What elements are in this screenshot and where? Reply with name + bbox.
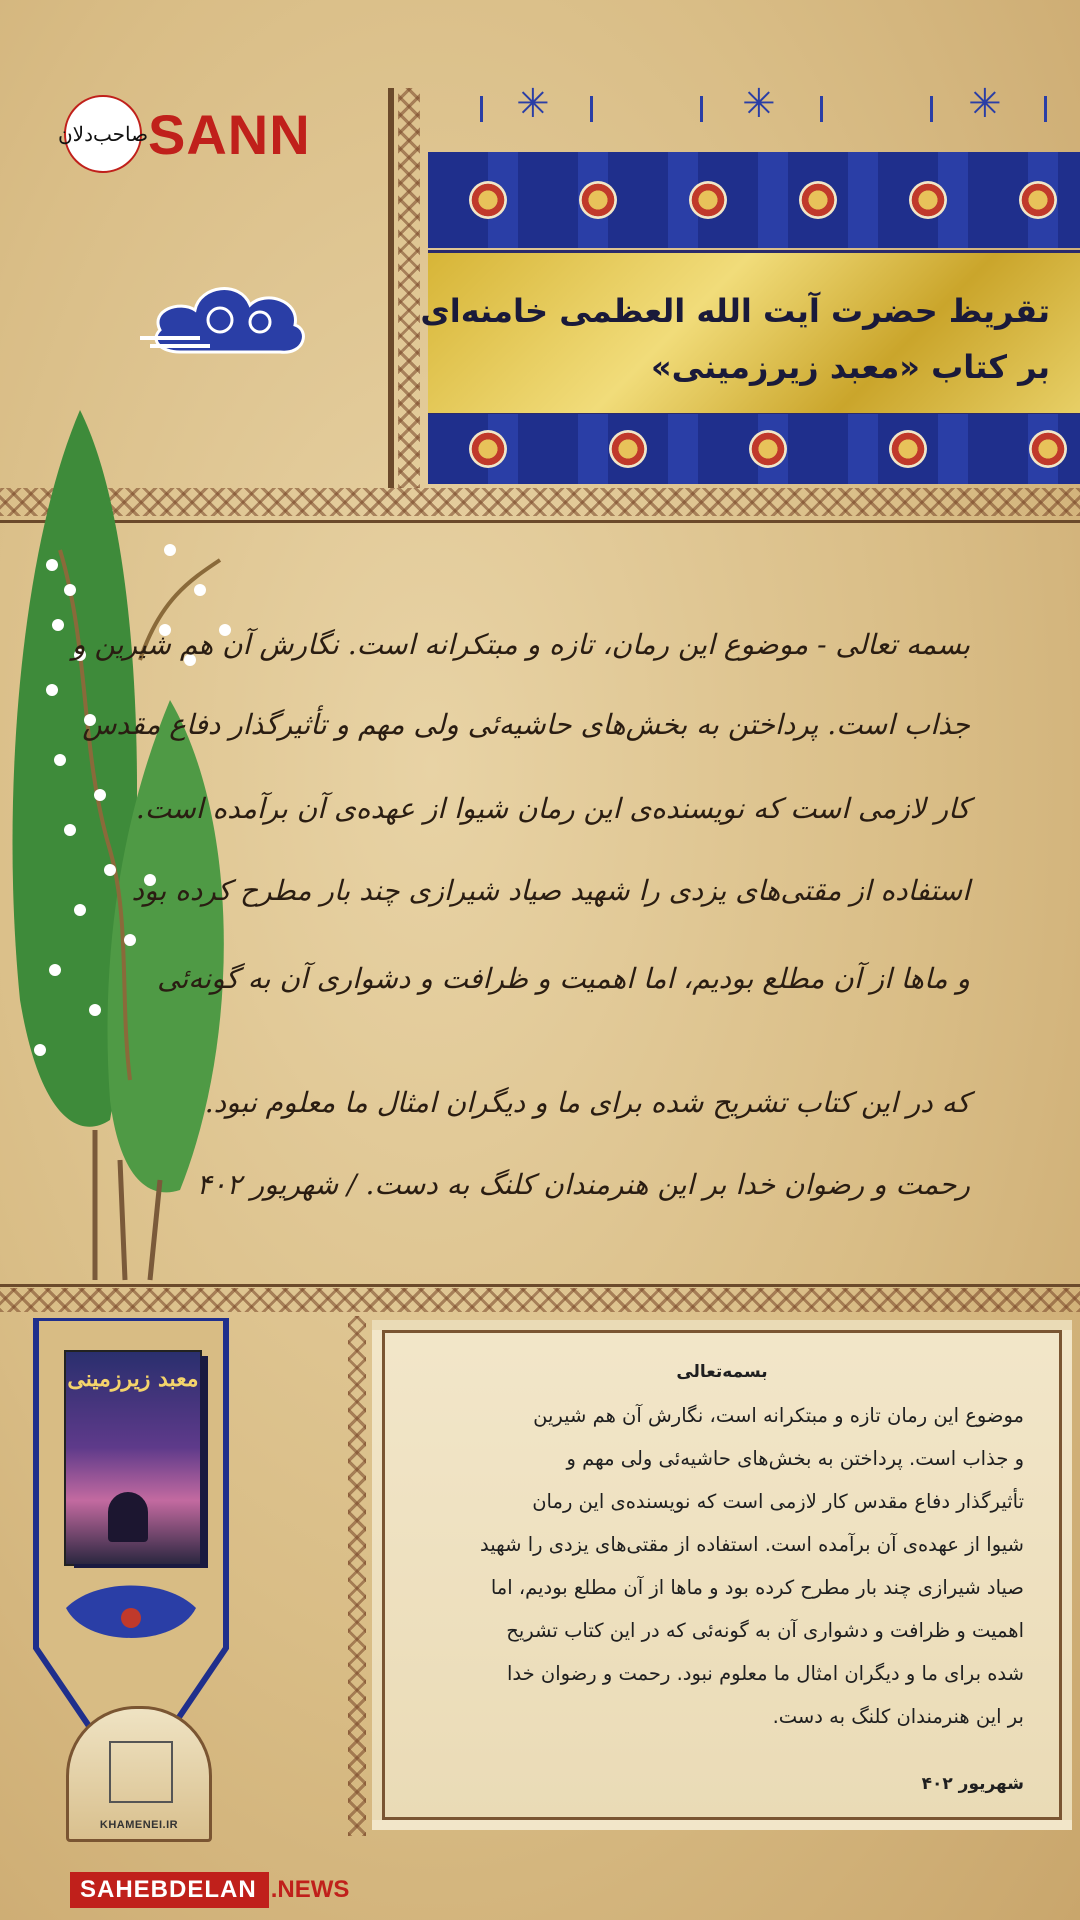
tick-ornament <box>700 96 703 122</box>
tick-ornament <box>1044 96 1047 122</box>
page-title: تقریظ حضرت آیت الله العظمی خامنه‌ای <box>420 292 1050 330</box>
handwritten-line: رحمت و رضوان خدا بر این هنرمندان کلنگ به دست. / شهریور ۴۰۲ <box>196 1168 970 1201</box>
asterisk-ornament: ✳ <box>516 81 550 127</box>
panel-line: شده برای ما و دیگران امثال ما معلوم نبود. رحمت و رضوان خدا <box>507 1662 1024 1685</box>
panel-date: شهریور ۴۰۲ <box>921 1774 1024 1794</box>
book-cover-image <box>66 1352 200 1564</box>
footer-brand-main: SAHEBDELAN <box>70 1872 269 1908</box>
tick-ornament <box>480 96 483 122</box>
figure-silhouette <box>108 1492 148 1542</box>
panel-line: موضوع این رمان تازه و مبتکرانه است، نگارش آن هم شیرین <box>533 1404 1024 1427</box>
handwritten-line: استفاده از مقتی‌های یزدی را شهید صیاد شیرازی چند بار مطرح کرده بود <box>131 874 970 907</box>
handwritten-line: کار لازمی است که نویسنده‌ی این رمان شیوا از عهده‌ی آن برآمده است. <box>135 792 970 825</box>
panel-line: بر این هنرمندان کلنگ به دست. <box>772 1705 1024 1728</box>
handwritten-line: جذاب است. پرداختن به بخش‌های حاشیه‌ئی ولی مهم و تأثیرگذار دفاع مقدس <box>82 708 970 741</box>
panel-body <box>420 1394 1024 1738</box>
panel-line: تأثیرگذار دفاع مقدس کار لازمی است که نویسنده‌ی این رمان <box>532 1490 1024 1513</box>
tick-ornament <box>930 96 933 122</box>
sann-logo <box>57 96 311 172</box>
asterisk-ornament: ✳ <box>742 81 776 127</box>
arabesque-band-top <box>428 152 1080 248</box>
book-cover-title: معبد زیرزمینی <box>67 1366 199 1392</box>
khamenei-seal <box>66 1706 212 1842</box>
footer-brand <box>70 1868 349 1912</box>
panel-heading: بسمه‌تعالی <box>676 1362 768 1382</box>
panel-line: شیوا از عهده‌ی آن برآمده است. استفاده از مقتی‌های یزدی را شهید <box>480 1533 1024 1556</box>
sann-logo-text: SANN <box>148 102 311 166</box>
handwritten-line: که در این کتاب تشریح شده برای ما و دیگران امثال ما معلوم نبود. <box>204 1086 970 1119</box>
asterisk-ornament: ✳ <box>968 81 1002 127</box>
seal-site-text: KHAMENEI.IR <box>99 1819 179 1831</box>
cloud-ornament-icon <box>140 260 320 370</box>
lattice-vertical-bottom <box>348 1316 366 1836</box>
panel-line: و جذاب است. پرداختن به بخش‌های حاشیه‌ئی ولی مهم و <box>566 1447 1024 1470</box>
cypress-tree-illustration <box>0 400 280 1290</box>
top-vertical-border <box>388 88 394 488</box>
tick-ornament <box>590 96 593 122</box>
transcript-panel <box>372 1320 1072 1830</box>
sahebdelan-logo-mark: صاحب‌دلان <box>64 95 142 173</box>
handwritten-line: بسمه تعالی - موضوع این رمان، تازه و مبتکرانه است. نگارش آن هم شیرین و <box>72 628 970 661</box>
seal-emblem <box>109 1741 173 1803</box>
panel-line: اهمیت و ظرافت و دشواری آن به گونه‌ئی که در این کتاب تشریح <box>506 1619 1024 1642</box>
footer-brand-suffix: .NEWS <box>270 1876 350 1903</box>
arabesque-band-bottom <box>428 414 1080 484</box>
lattice-horizontal-bottom <box>0 1288 1080 1312</box>
title-gold-banner <box>428 250 1080 416</box>
handwritten-line: و ما‌ها از آن مطلع بودیم، اما اهمیت و ظرافت و دشواری آن به گونه‌ئی <box>157 962 970 995</box>
panel-line: صیاد شیرازی چند بار مطرح کرده بود و ما‌ها از آن مطلع بودیم، اما <box>490 1576 1024 1599</box>
tick-ornament <box>820 96 823 122</box>
lattice-vertical-top <box>398 88 420 488</box>
page-subtitle: بر کتاب «معبد زیرزمینی» <box>650 348 1050 386</box>
